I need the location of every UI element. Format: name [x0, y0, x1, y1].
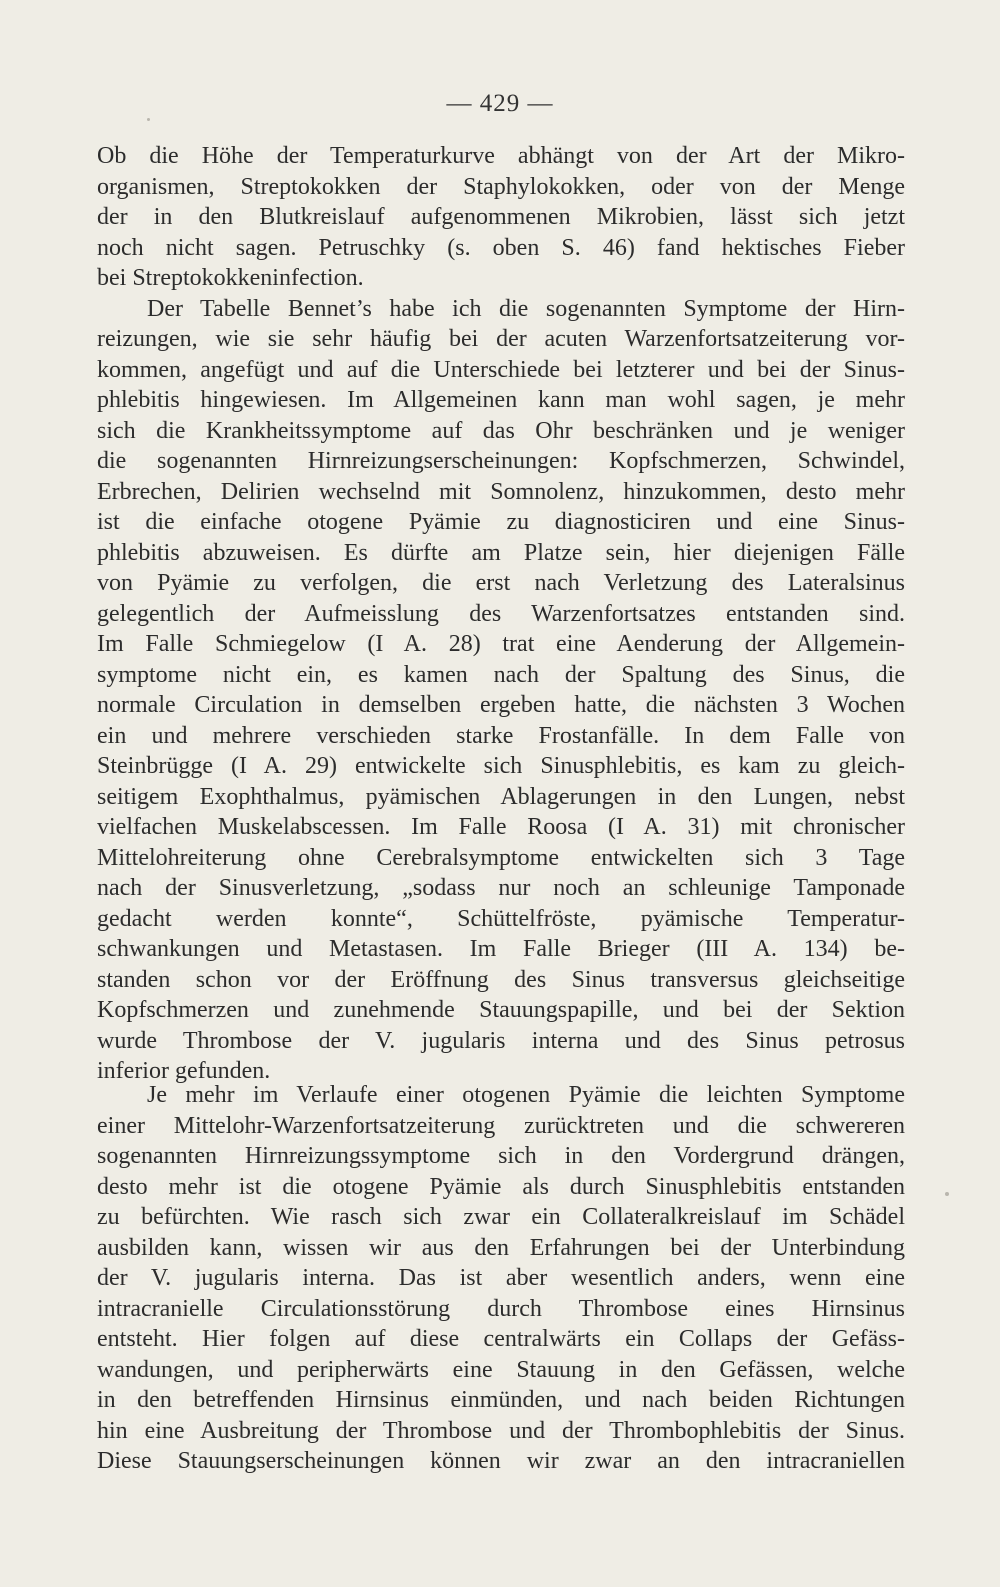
text-line: Mittelohreiterung ohne Cerebralsymptome entwickelten sich 3 Tage	[97, 844, 905, 871]
text-line: Kopfschmerzen und zunehmende Stauungspapille, und bei der Sektion	[97, 997, 905, 1023]
text-line: der in den Blutkreislauf aufgenommenen Mikrobien, lässt sich jetzt	[97, 204, 905, 230]
text-line: phlebitis hingewiesen. Im Allgemeinen kann man wohl sagen, je mehr	[97, 387, 905, 413]
text-line: vielfachen Muskelabscessen. Im Falle Roosa (I A. 31) mit chronischer	[97, 814, 905, 840]
text-line: einer Mittelohr-Warzenfortsatzeiterung zurücktreten und die schwereren	[97, 1112, 905, 1139]
text-line: Im Falle Schmiegelow (I A. 28) trat eine Aenderung der Allgemein-	[97, 631, 905, 657]
text-line: noch nicht sagen. Petruschky (s. oben S. 46) fand hektisches Fieber	[97, 234, 905, 261]
text-line: bei Streptokokkeninfection.	[97, 265, 364, 291]
text-line: die sogenannten Hirnreizungserscheinungen: Kopfschmerzen, Schwindel,	[97, 448, 905, 474]
page-number: — 429 —	[446, 90, 554, 117]
text-line: standen schon vor der Eröffnung des Sinus transversus gleichseitige	[97, 966, 905, 993]
text-line: Diese Stauungserscheinungen können wir zwar an den intracraniellen	[97, 1448, 905, 1474]
scan-speck	[147, 118, 150, 121]
text-line: Erbrechen, Delirien wechselnd mit Somnolenz, hinzukommen, desto mehr	[97, 478, 905, 505]
text-line: entsteht. Hier folgen auf diese centralwärts ein Collaps der Gefäss-	[97, 1326, 905, 1352]
text-line: ausbilden kann, wissen wir aus den Erfahrungen bei der Unterbindung	[97, 1234, 905, 1261]
text-line: phlebitis abzuweisen. Es dürfte am Platze sein, hier diejenigen Fälle	[97, 539, 905, 566]
text-line: normale Circulation in demselben ergeben hatte, die nächsten 3 Wochen	[97, 692, 905, 718]
text-line: hin eine Ausbreitung der Thrombose und der Thrombophlebitis der Sinus.	[97, 1417, 905, 1444]
text-line: von Pyämie zu verfolgen, die erst nach Verletzung des Lateralsinus	[97, 570, 905, 596]
text-line: gelegentlich der Aufmeisslung des Warzenfortsatzes entstanden sind.	[97, 600, 905, 627]
text-line: symptome nicht ein, es kamen nach der Spaltung des Sinus, die	[97, 661, 905, 688]
text-line: desto mehr ist die otogene Pyämie als durch Sinusphlebitis entstanden	[97, 1173, 905, 1200]
text-line: ein und mehrere verschieden starke Frostanfälle. In dem Falle von	[97, 722, 905, 749]
text-line: gedacht werden konnte“, Schüttelfröste, pyämische Temperatur-	[97, 905, 905, 932]
text-line: wandungen, und peripherwärts eine Stauung in den Gefässen, welche	[97, 1356, 905, 1383]
text-line: schwankungen und Metastasen. Im Falle Brieger (III A. 134) be-	[97, 936, 905, 962]
text-line: sich die Krankheitssymptome auf das Ohr beschränken und je weniger	[97, 417, 905, 444]
text-line: Je mehr im Verlaufe einer otogenen Pyämie die leichten Symptome	[147, 1082, 905, 1108]
text-line: organismen, Streptokokken der Staphylokokken, oder von der Menge	[97, 173, 905, 200]
paragraph-2	[97, 294, 905, 1087]
text-line: intracranielle Circulationsstörung durch Thrombose eines Hirnsinus	[97, 1295, 905, 1322]
text-line: ist die einfache otogene Pyämie zu diagnosticiren und eine Sinus-	[97, 509, 905, 535]
text-line: reizungen, wie sie sehr häufig bei der acuten Warzenfortsatzeiterung vor-	[97, 326, 905, 352]
paragraph-1	[97, 141, 905, 294]
text-line: kommen, angefügt und auf die Unterschiede bei letzterer und bei der Sinus-	[97, 356, 905, 383]
text-line: zu befürchten. Wie rasch sich zwar ein Collateralkreislauf im Schädel	[97, 1204, 905, 1230]
text-line: Der Tabelle Bennet’s habe ich die sogenannten Symptome der Hirn-	[147, 295, 905, 322]
paragraph-3	[97, 1080, 905, 1477]
scan-speck	[945, 1192, 949, 1196]
text-line: in den betreffenden Hirnsinus einmünden, und nach beiden Richtungen	[97, 1387, 905, 1413]
text-line: seitigem Exophthalmus, pyämischen Ablagerungen in den Lungen, nebst	[97, 783, 905, 810]
text-line: der V. jugularis interna. Das ist aber wesentlich anders, wenn eine	[97, 1265, 905, 1291]
text-line: inferior gefunden.	[97, 1058, 271, 1084]
text-line: sogenannten Hirnreizungssymptome sich in den Vordergrund drängen,	[97, 1143, 905, 1169]
text-line: Ob die Höhe der Temperaturkurve abhängt von der Art der Mikro-	[97, 143, 905, 169]
text-line: Steinbrügge (I A. 29) entwickelte sich Sinusphlebitis, es kam zu gleich-	[97, 753, 905, 779]
text-line: wurde Thrombose der V. jugularis interna und des Sinus petrosus	[97, 1027, 905, 1054]
text-line: nach der Sinusverletzung, „sodass nur noch an schleunige Tamponade	[97, 875, 905, 901]
